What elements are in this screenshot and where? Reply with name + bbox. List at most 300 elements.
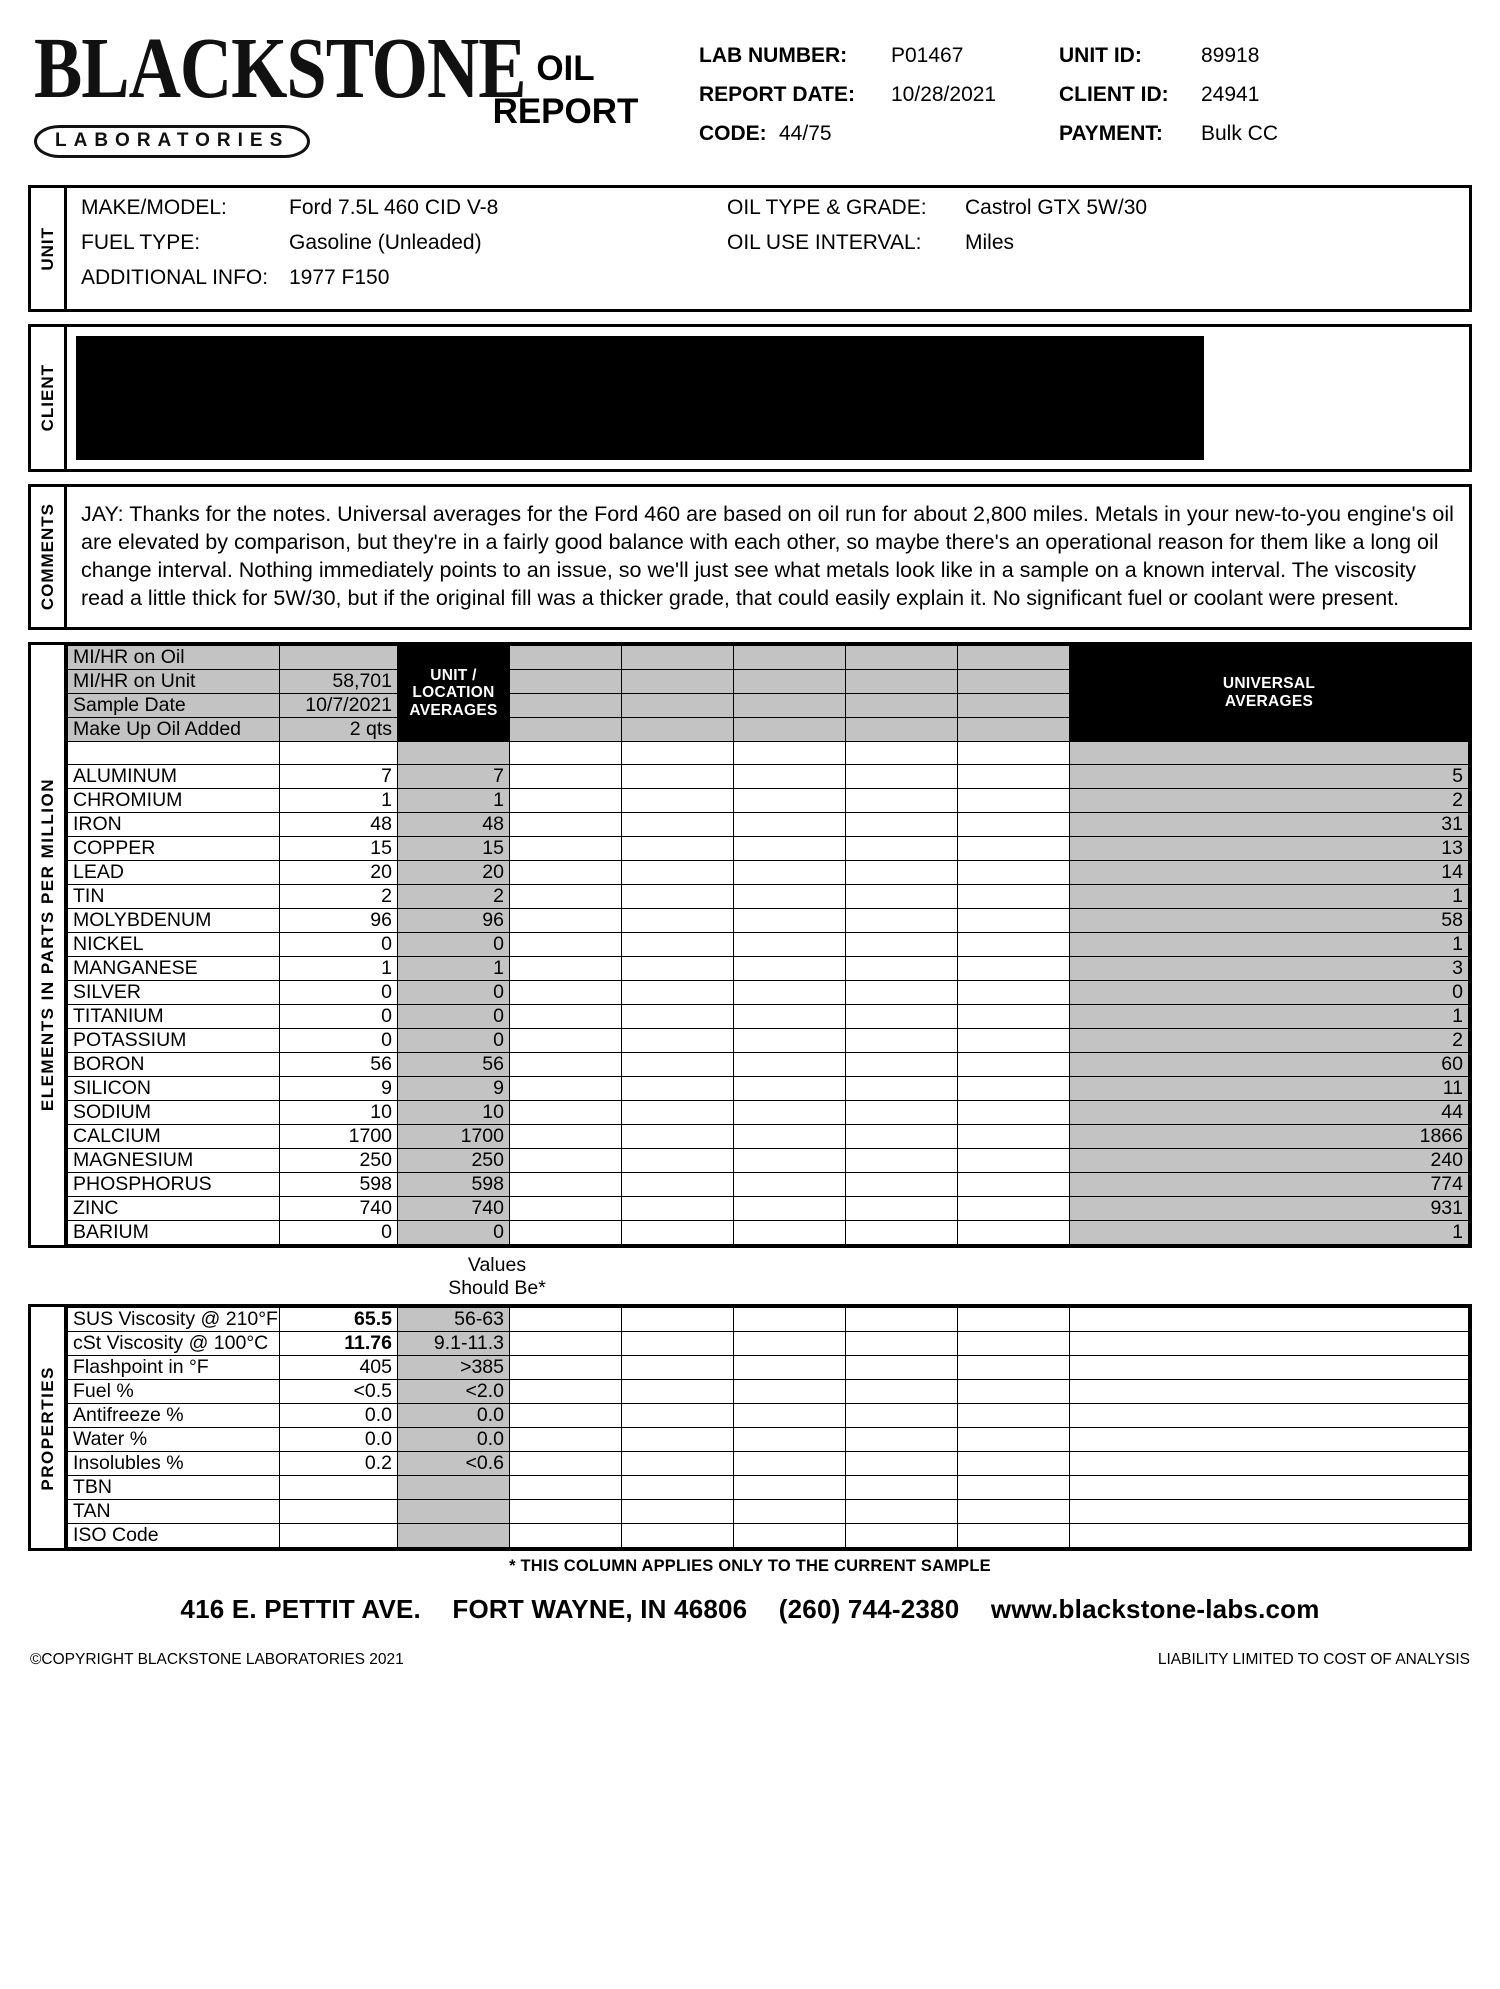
table-row: [68, 981, 1469, 1005]
element-value: 0: [280, 981, 398, 1005]
empty-cell: [622, 1221, 734, 1245]
property-value: 0.2: [280, 1452, 398, 1476]
empty-cell: [622, 1149, 734, 1173]
table-row: [68, 1077, 1469, 1101]
lab-number-row: [699, 44, 1059, 68]
empty-cell: [622, 837, 734, 861]
table-row: [68, 1308, 1469, 1332]
empty-cell: [846, 1053, 958, 1077]
empty-cell: [68, 741, 280, 765]
empty-cell: [734, 957, 846, 981]
oil-type-row: [727, 196, 1469, 220]
table-row: [68, 1029, 1469, 1053]
empty-cell: [510, 1029, 622, 1053]
table-row: [68, 1452, 1469, 1476]
element-unit-average: 15: [398, 837, 510, 861]
element-universal-average: 3: [1070, 957, 1469, 981]
title-line-1: OIL: [536, 49, 595, 88]
table-row: [68, 885, 1469, 909]
table-row: [68, 789, 1469, 813]
table-row: [68, 1149, 1469, 1173]
website-link[interactable]: www.blackstone-labs.com: [990, 1594, 1320, 1625]
empty-cell: [846, 981, 958, 1005]
empty-cell: [622, 1380, 734, 1404]
payment-value: Bulk CC: [1201, 122, 1279, 145]
report-date-label: REPORT DATE:: [699, 83, 855, 106]
empty-cell: [734, 1308, 846, 1332]
oil-use-interval-label: OIL USE INTERVAL:: [727, 231, 922, 254]
payment-label: PAYMENT:: [1059, 122, 1163, 145]
empty-cell: [846, 1404, 958, 1428]
element-unit-average: 48: [398, 813, 510, 837]
element-name: NICKEL: [68, 933, 280, 957]
top-row-label: Make Up Oil Added: [68, 717, 280, 741]
copyright-text: ©COPYRIGHT BLACKSTONE LABORATORIES 2021: [30, 1651, 404, 1669]
empty-cell: [846, 1221, 958, 1245]
empty-cell: [958, 789, 1070, 813]
element-name: PHOSPHORUS: [68, 1173, 280, 1197]
additional-info-row: [81, 266, 727, 290]
element-value: 598: [280, 1173, 398, 1197]
empty-cell: [510, 717, 622, 741]
make-model-row: [81, 196, 727, 220]
empty-cell: [734, 1173, 846, 1197]
empty-cell: [510, 669, 622, 693]
empty-cell: [846, 813, 958, 837]
comments-text: JAY: Thanks for the notes. Universal averages for the Ford 460 are based on oil run for about 2,800 miles. Metals in your new-to-you engine's oil are elevated by comparison, but they're in a fairly good balance with each other, so maybe there's an operational reason for them like a long oil change interval. Nothing immediately points to an issue, so we'll just see what metals look like in a sample on a known interval. The viscosity read a little thick for 5W/30, but if the original fill was a thicker grade, that could easily explain it. No significant fuel or coolant were present.: [81, 502, 1454, 610]
empty-cell: [846, 909, 958, 933]
empty-cell: [958, 957, 1070, 981]
lab-number-value: P01467: [891, 44, 964, 67]
empty-cell: [846, 717, 958, 741]
universal-averages-header: UNIVERSAL AVERAGES: [1070, 645, 1469, 741]
table-row: [68, 1053, 1469, 1077]
property-name: cSt Viscosity @ 100°C: [68, 1332, 280, 1356]
empty-cell: [846, 1149, 958, 1173]
element-universal-average: 1: [1070, 1221, 1469, 1245]
phone-number: (260) 744-2380: [778, 1594, 960, 1625]
empty-cell: [734, 645, 846, 669]
empty-cell: [734, 1077, 846, 1101]
element-name: TIN: [68, 885, 280, 909]
element-universal-average: 31: [1070, 813, 1469, 837]
element-universal-average: 2: [1070, 1029, 1469, 1053]
empty-cell: [734, 1476, 846, 1500]
make-model-value: Ford 7.5L 460 CID V-8: [289, 196, 499, 219]
empty-cell: [958, 1077, 1070, 1101]
element-name: SILICON: [68, 1077, 280, 1101]
empty-cell: [734, 717, 846, 741]
empty-cell: [846, 669, 958, 693]
report-header: [28, 0, 1472, 185]
property-name: Water %: [68, 1428, 280, 1452]
element-value: 0: [280, 1005, 398, 1029]
empty-cell: [1070, 1524, 1469, 1548]
empty-cell: [846, 1332, 958, 1356]
element-universal-average: 14: [1070, 861, 1469, 885]
property-should-be: [398, 1524, 510, 1548]
empty-cell: [846, 1428, 958, 1452]
element-unit-average: 0: [398, 1029, 510, 1053]
empty-cell: [958, 813, 1070, 837]
table-row: [68, 1221, 1469, 1245]
table-row: [68, 1332, 1469, 1356]
header-meta: [683, 14, 1472, 161]
payment-row: [1059, 122, 1278, 146]
unit-id-row: [1059, 44, 1278, 68]
empty-cell: [846, 1500, 958, 1524]
empty-cell: [510, 885, 622, 909]
element-name: COPPER: [68, 837, 280, 861]
client-id-value: 24941: [1201, 83, 1260, 106]
element-unit-average: 10: [398, 1101, 510, 1125]
element-value: 1: [280, 789, 398, 813]
top-row-value: 2 qts: [280, 717, 398, 741]
empty-cell: [280, 741, 398, 765]
element-value: 0: [280, 1221, 398, 1245]
empty-cell: [622, 645, 734, 669]
element-universal-average: 931: [1070, 1197, 1469, 1221]
empty-cell: [510, 1404, 622, 1428]
empty-cell: [734, 933, 846, 957]
empty-cell: [958, 1053, 1070, 1077]
empty-cell: [510, 693, 622, 717]
element-unit-average: 56: [398, 1053, 510, 1077]
liability-text: LIABILITY LIMITED TO COST OF ANALYSIS: [1157, 1651, 1470, 1669]
empty-cell: [510, 1221, 622, 1245]
element-name: POTASSIUM: [68, 1029, 280, 1053]
empty-cell: [846, 933, 958, 957]
empty-cell: [846, 1380, 958, 1404]
empty-cell: [622, 1356, 734, 1380]
element-unit-average: 250: [398, 1149, 510, 1173]
empty-cell: [958, 1101, 1070, 1125]
empty-cell: [734, 669, 846, 693]
element-unit-average: 598: [398, 1173, 510, 1197]
empty-cell: [622, 1029, 734, 1053]
empty-cell: [846, 789, 958, 813]
empty-cell: [958, 693, 1070, 717]
element-value: 1700: [280, 1125, 398, 1149]
empty-cell: [846, 1308, 958, 1332]
unit-section-label: [31, 188, 67, 309]
element-unit-average: 9: [398, 1077, 510, 1101]
property-should-be: 0.0: [398, 1404, 510, 1428]
table-row: [68, 1125, 1469, 1149]
unit-id-value: 89918: [1201, 44, 1260, 67]
empty-cell: [734, 765, 846, 789]
table-row: [68, 645, 1469, 669]
empty-cell: [734, 1332, 846, 1356]
oil-type-label: OIL TYPE & GRADE:: [727, 196, 927, 219]
additional-info-value: 1977 F150: [289, 266, 390, 289]
client-id-label: CLIENT ID:: [1059, 83, 1169, 106]
empty-cell: [1070, 1308, 1469, 1332]
element-value: 250: [280, 1149, 398, 1173]
element-value: 740: [280, 1197, 398, 1221]
empty-cell: [958, 981, 1070, 1005]
element-universal-average: 2: [1070, 789, 1469, 813]
table-row: [68, 1380, 1469, 1404]
client-section: [28, 324, 1472, 472]
empty-cell: [510, 645, 622, 669]
empty-cell: [622, 885, 734, 909]
empty-cell: [510, 1125, 622, 1149]
empty-cell: [734, 909, 846, 933]
unit-section: [28, 185, 1472, 312]
code-value: 44/75: [779, 122, 832, 145]
empty-cell: [622, 789, 734, 813]
top-row-value: 58,701: [280, 669, 398, 693]
empty-cell: [846, 957, 958, 981]
element-value: 9: [280, 1077, 398, 1101]
empty-cell: [510, 933, 622, 957]
empty-cell: [846, 765, 958, 789]
element-universal-average: 60: [1070, 1053, 1469, 1077]
empty-cell: [510, 837, 622, 861]
empty-cell: [510, 1197, 622, 1221]
property-value: [280, 1500, 398, 1524]
empty-cell: [622, 1173, 734, 1197]
empty-cell: [622, 693, 734, 717]
property-should-be: [398, 1500, 510, 1524]
empty-cell: [510, 765, 622, 789]
empty-cell: [958, 645, 1070, 669]
fuel-type-value: Gasoline (Unleaded): [289, 231, 482, 254]
table-row: [68, 813, 1469, 837]
empty-cell: [622, 861, 734, 885]
element-universal-average: 1: [1070, 1005, 1469, 1029]
empty-cell: [846, 1524, 958, 1548]
property-should-be: 56-63: [398, 1308, 510, 1332]
empty-cell: [846, 1476, 958, 1500]
empty-cell: [958, 1380, 1070, 1404]
table-row: [68, 1356, 1469, 1380]
unit-location-averages-header: UNIT / LOCATION AVERAGES: [398, 645, 510, 741]
empty-cell: [1070, 1356, 1469, 1380]
empty-cell: [510, 1173, 622, 1197]
code-row: [699, 122, 1059, 146]
properties-section-label-text: PROPERTIES: [37, 1365, 57, 1491]
top-row-label: MI/HR on Unit: [68, 669, 280, 693]
empty-cell: [958, 1356, 1070, 1380]
table-row: [68, 1476, 1469, 1500]
empty-cell: [398, 741, 510, 765]
fuel-type-label: FUEL TYPE:: [81, 231, 201, 254]
address-city: FORT WAYNE, IN 46806: [452, 1594, 748, 1625]
empty-cell: [510, 1476, 622, 1500]
empty-cell: [510, 957, 622, 981]
empty-cell: [734, 693, 846, 717]
empty-cell: [510, 1053, 622, 1077]
empty-cell: [958, 1452, 1070, 1476]
properties-table-section: [28, 1304, 1472, 1551]
element-unit-average: 0: [398, 1005, 510, 1029]
title-line-2: REPORT: [492, 91, 639, 131]
table-row: [68, 933, 1469, 957]
empty-cell: [958, 1173, 1070, 1197]
empty-cell: [958, 861, 1070, 885]
empty-cell: [958, 1404, 1070, 1428]
table-row: [68, 1197, 1469, 1221]
empty-cell: [510, 1524, 622, 1548]
empty-cell: [958, 1005, 1070, 1029]
table-row: [68, 1101, 1469, 1125]
element-universal-average: 58: [1070, 909, 1469, 933]
values-caption-line2: Should Be*: [448, 1277, 546, 1300]
empty-cell: [510, 1380, 622, 1404]
empty-cell: [958, 1221, 1070, 1245]
element-name: ALUMINUM: [68, 765, 280, 789]
empty-cell: [734, 1101, 846, 1125]
table-row: [68, 837, 1469, 861]
empty-cell: [622, 741, 734, 765]
empty-cell: [734, 1053, 846, 1077]
empty-cell: [510, 1149, 622, 1173]
empty-cell: [734, 1029, 846, 1053]
empty-cell: [734, 1404, 846, 1428]
empty-cell: [510, 1428, 622, 1452]
table-row: [68, 765, 1469, 789]
property-name: Antifreeze %: [68, 1404, 280, 1428]
property-should-be: 0.0: [398, 1428, 510, 1452]
property-should-be: <0.6: [398, 1452, 510, 1476]
empty-cell: [622, 1452, 734, 1476]
empty-cell: [734, 981, 846, 1005]
element-name: CHROMIUM: [68, 789, 280, 813]
element-name: SODIUM: [68, 1101, 280, 1125]
comments-section: [28, 484, 1472, 630]
empty-cell: [510, 813, 622, 837]
empty-cell: [734, 1221, 846, 1245]
element-unit-average: 1: [398, 957, 510, 981]
element-value: 96: [280, 909, 398, 933]
element-universal-average: 0: [1070, 981, 1469, 1005]
empty-cell: [734, 1005, 846, 1029]
empty-cell: [622, 957, 734, 981]
element-value: 1: [280, 957, 398, 981]
empty-cell: [622, 1500, 734, 1524]
empty-cell: [958, 1524, 1070, 1548]
element-value: 2: [280, 885, 398, 909]
property-value: 0.0: [280, 1404, 398, 1428]
property-should-be: <2.0: [398, 1380, 510, 1404]
oil-use-interval-value: Miles: [965, 231, 1015, 254]
empty-cell: [622, 813, 734, 837]
table-row: [68, 1173, 1469, 1197]
empty-cell: [846, 741, 958, 765]
top-row-label: Sample Date: [68, 693, 280, 717]
empty-cell: [846, 1197, 958, 1221]
empty-cell: [734, 861, 846, 885]
empty-cell: [846, 837, 958, 861]
empty-cell: [622, 1524, 734, 1548]
element-name: MOLYBDENUM: [68, 909, 280, 933]
table-row: [68, 1428, 1469, 1452]
elements-section-label: [31, 645, 67, 1246]
element-unit-average: 2: [398, 885, 510, 909]
logo-subtitle: LABORATORIES: [34, 125, 310, 158]
property-should-be: [398, 1476, 510, 1500]
empty-cell: [1070, 1380, 1469, 1404]
empty-cell: [510, 1005, 622, 1029]
empty-cell: [734, 1380, 846, 1404]
property-name: Fuel %: [68, 1380, 280, 1404]
table-spacer-row: [68, 741, 1469, 765]
empty-cell: [510, 1101, 622, 1125]
empty-cell: [1070, 1428, 1469, 1452]
property-value: [280, 1524, 398, 1548]
empty-cell: [734, 1125, 846, 1149]
element-name: MANGANESE: [68, 957, 280, 981]
empty-cell: [958, 765, 1070, 789]
empty-cell: [622, 1428, 734, 1452]
empty-cell: [734, 1428, 846, 1452]
element-universal-average: 240: [1070, 1149, 1469, 1173]
empty-cell: [734, 885, 846, 909]
empty-cell: [846, 1077, 958, 1101]
empty-cell: [622, 1476, 734, 1500]
empty-cell: [958, 1476, 1070, 1500]
empty-cell: [846, 861, 958, 885]
empty-cell: [622, 909, 734, 933]
property-name: ISO Code: [68, 1524, 280, 1548]
element-unit-average: 1: [398, 789, 510, 813]
client-section-label-text: CLIENT: [37, 364, 57, 432]
table-row: [68, 957, 1469, 981]
empty-cell: [846, 645, 958, 669]
empty-cell: [734, 1356, 846, 1380]
element-value: 0: [280, 1029, 398, 1053]
empty-cell: [622, 1308, 734, 1332]
property-value: 11.76: [280, 1332, 398, 1356]
empty-cell: [622, 1077, 734, 1101]
property-name: Insolubles %: [68, 1452, 280, 1476]
empty-cell: [622, 1005, 734, 1029]
empty-cell: [958, 1428, 1070, 1452]
empty-cell: [510, 1077, 622, 1101]
element-value: 56: [280, 1053, 398, 1077]
values-caption-line1: Values: [467, 1254, 527, 1277]
property-should-be: 9.1-11.3: [398, 1332, 510, 1356]
element-universal-average: 13: [1070, 837, 1469, 861]
property-value: <0.5: [280, 1380, 398, 1404]
element-value: 20: [280, 861, 398, 885]
property-value: 405: [280, 1356, 398, 1380]
property-name: TAN: [68, 1500, 280, 1524]
property-should-be: >385: [398, 1356, 510, 1380]
element-name: IRON: [68, 813, 280, 837]
empty-cell: [846, 885, 958, 909]
empty-cell: [510, 1332, 622, 1356]
empty-cell: [846, 1173, 958, 1197]
empty-cell: [734, 1452, 846, 1476]
element-universal-average: 1: [1070, 933, 1469, 957]
empty-cell: [958, 1332, 1070, 1356]
empty-cell: [622, 1101, 734, 1125]
empty-cell: [1070, 741, 1469, 765]
empty-cell: [622, 1053, 734, 1077]
top-row-value: [280, 645, 398, 669]
empty-cell: [958, 717, 1070, 741]
empty-cell: [846, 1125, 958, 1149]
elements-section-label-text: ELEMENTS IN PARTS PER MILLION: [37, 778, 57, 1112]
additional-info-label: ADDITIONAL INFO:: [81, 266, 269, 289]
table-row: [68, 1500, 1469, 1524]
property-value: 0.0: [280, 1428, 398, 1452]
property-name: Flashpoint in °F: [68, 1356, 280, 1380]
table-row: [68, 1005, 1469, 1029]
